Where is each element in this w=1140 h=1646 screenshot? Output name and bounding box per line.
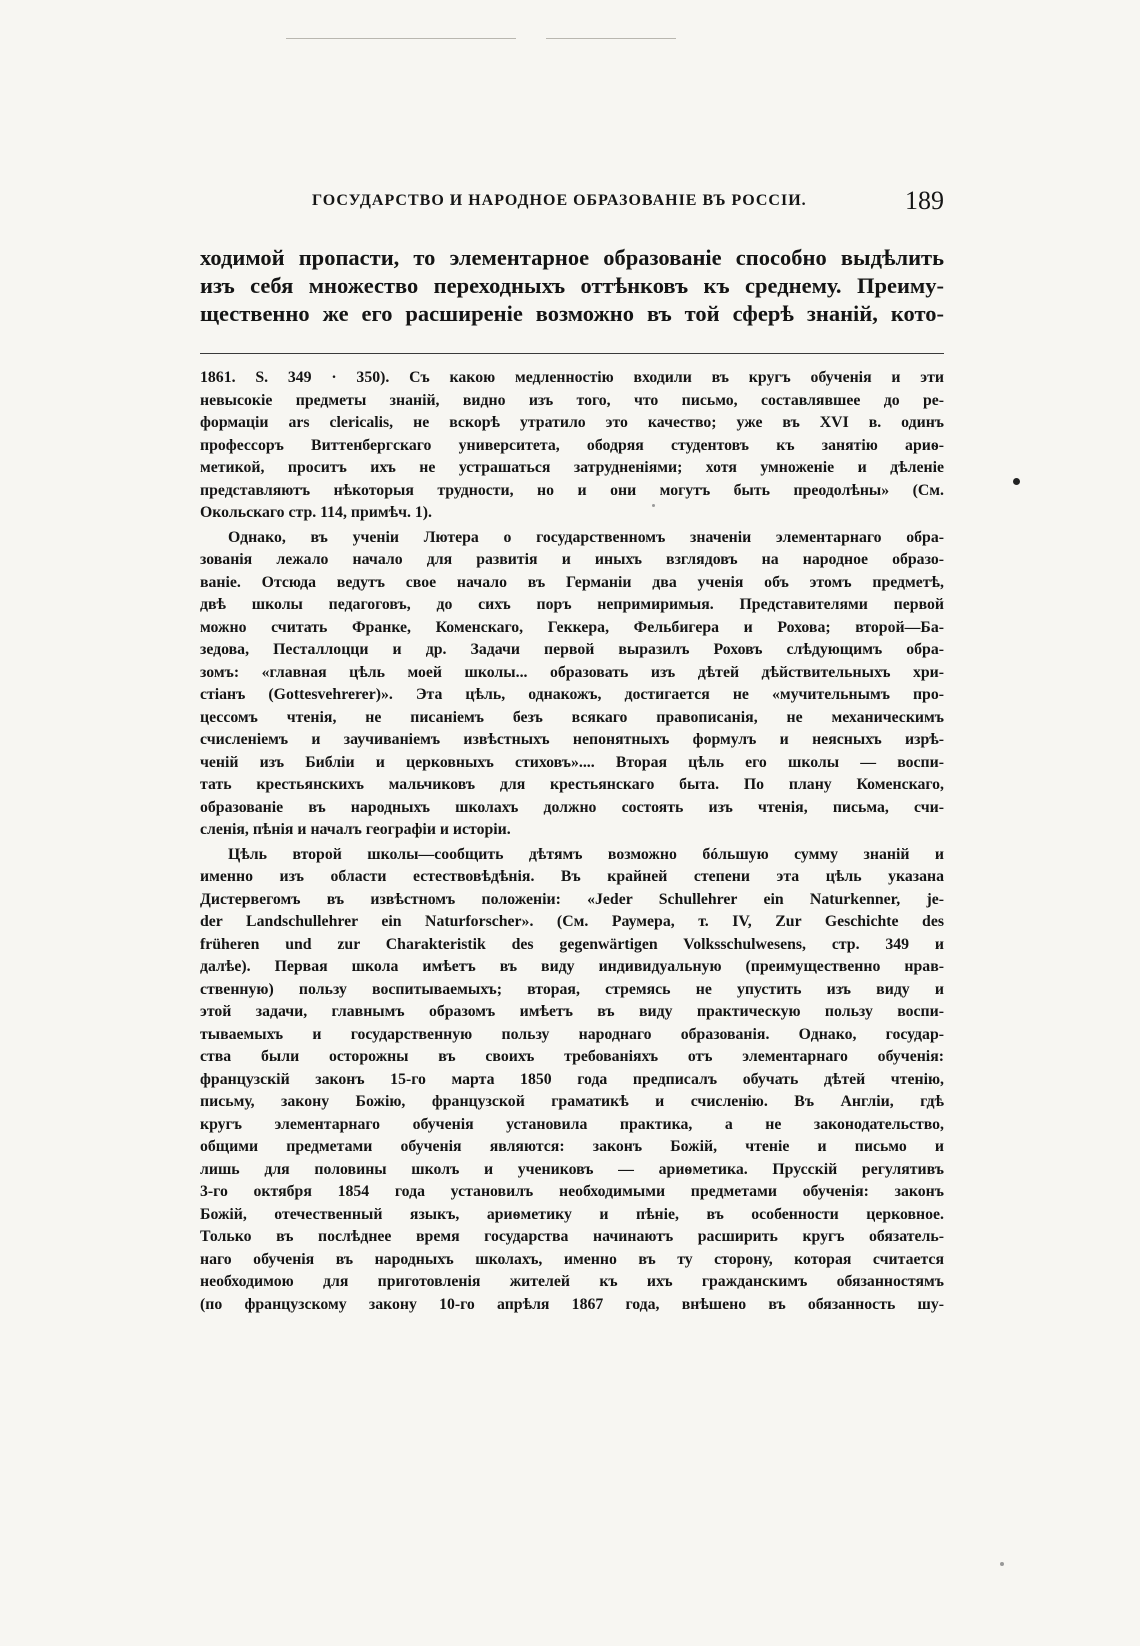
footnote-line: зомъ: «главная цѣль моей школы... образовать изъ дѣтей дѣйствительныхъ хри- [200,663,944,681]
footnote-line: Цѣль второй школы—сообщить дѣтямъ возможно бóльшую сумму знаній и [228,845,944,863]
footnote-line: метикой, проситъ ихъ не устрашаться затрудненіями; хотя умноженіе и дѣленіе [200,459,944,476]
footnote-line: цессомъ чтенія, не писаніемъ безъ всякаго правописанія, не механическимъ [200,708,944,726]
footnote-line: тать крестьянскихъ мальчиковъ для крестьянскаго быта. По плану Коменскаго, [200,776,944,793]
footnote-line: профессоръ Виттенбергскаго университета, ободряя студентовъ къ занятію ариѳ- [200,436,944,454]
scan-artifact-line [286,38,516,39]
footnote-divider [200,353,944,354]
footnote-line: стіанъ (Gottesvehrerer)». Эта цѣль, однакожъ, достигается не «мучительнымъ про- [200,686,944,703]
page-header [200,186,944,216]
footnote-line: ваніе. Отсюда ведутъ свое начало въ Германіи два ученія объ этомъ предметѣ, [200,573,944,591]
scan-artifact-line [546,38,676,39]
main-text-block [200,244,944,328]
footnote-line: лишь для половины школъ и учениковъ — ариѳметика. Прусскій регулятивъ [200,1160,944,1178]
footnote-line: Дистервегомъ въ извѣстномъ положеніи: «Jeder Schullehrer ein Naturkenner, je- [200,890,944,908]
footnote-line: двѣ школы педагоговъ, до сихъ поръ непримиримыя. Представителями первой [200,596,944,613]
footnote-line: кругъ элементарнаго обученія установила практика, а не законодательство, [200,1115,944,1133]
margin-dot-mark [1013,478,1020,485]
footnote-line: 3-го октября 1854 года установилъ необходимыми предметами обученія: законъ [200,1183,944,1200]
footnote-line: Божій, отечественный языкъ, ариѳметику и пѣніе, въ особенности церковное. [200,1205,944,1223]
footnote-continuation [200,367,944,525]
footnote-line: французскій законъ 15-го марта 1850 года предписалъ обучать дѣтей чтенію, [200,1070,944,1088]
footnote-line: der Landschullehrer ein Naturforscher». (См. Раумера, т. IV, Zur Geschichte des [200,913,944,930]
footnote-line: счисленіемъ и заучиваніемъ извѣстныхъ непонятныхъ формулъ и неясныхъ изрѣ- [200,731,944,748]
footnote-line: именно изъ области естествовѣдѣнія. Въ крайней степени эта цѣль указана [200,868,944,885]
footnote-line: невысокіе предметы знаній, видно изъ того, что письмо, составлявшее до ре- [200,391,944,409]
footnote-line: общими предметами обученія являются: законъ Божій, чтеніе и письмо и [200,1138,944,1155]
footnote-line: (по французскому закону 10-го апрѣля 1867 года, внѣшено въ обязанность шу- [200,1295,944,1313]
footnote-line: необходимою для приготовленія жителей къ ихъ гражданскимъ обязанностямъ [200,1273,944,1290]
footnote-line: ственную) пользу воспитываемыхъ; вторая, стремясь не упустить изъ виду и [200,980,944,998]
running-head: ГОСУДАРСТВО И НАРОДНОЕ ОБРАЗОВАНІЕ ВЪ РОССІИ. [312,192,807,209]
footnote-line: этой задачи, главнымъ образомъ имѣетъ въ виду практическую пользу воспи- [200,1003,944,1020]
main-text-line: щественно же его расширеніе возможно въ той сферѣ знаній, кото- [200,301,944,326]
footnote-line: früheren und zur Charakteristik des gegenwärtigen Volksschulwesens, стр. 349 и [200,935,944,953]
footnote-line: наго обученія въ народныхъ школахъ, именно въ ту сторону, которая считается [200,1250,944,1268]
footnote-line: ченій изъ Библіи и церковныхъ стиховъ».... Вторая цѣль его школы — воспи- [200,753,944,771]
footnote-line: формаціи ars clericalis, не вскорѣ утратило это качество; уже въ XVI в. одинъ [200,414,944,431]
main-text-line: изъ себя множество переходныхъ оттѣнковъ къ среднему. Преиму- [200,273,944,298]
footnote-line: ства были осторожны въ своихъ требованіяхъ отъ элементарнаго обученія: [200,1048,944,1065]
footnote-line: образованіе въ народныхъ школахъ должно состоять изъ чтенія, письма, счи- [200,798,944,816]
footnote-paragraph-2 [200,844,944,1317]
footnote-paragraph-1 [200,527,944,842]
footnote-line: далѣе). Первая школа имѣетъ въ виду индивидуальную (преимущественно нрав- [200,958,944,975]
footnote-line: письму, закону Божію, французской граматикѣ и счисленію. Въ Англіи, гдѣ [200,1093,944,1110]
footnote-line: сленія, пѣнія и началъ географіи и исторіи. [200,821,511,838]
page-number: 189 [905,186,944,215]
footnote-block [200,367,944,1316]
footnote-line: 1861. S. 349 · 350). Съ какою медленностію входили въ кругъ обученія и эти [200,369,944,386]
footnote-line: представляютъ нѣкоторыя трудности, но и они могутъ быть преодолѣны» (См. [200,481,944,499]
footnote-line: Только въ послѣднее время государства начинаютъ расширить кругъ обязатель- [200,1228,944,1245]
footnote-line: тываемыхъ и государственную пользу народнаго образованія. Однако, государ- [200,1025,944,1043]
footnote-line: зованія лежало начало для развитія и иныхъ взглядовъ на народное образо- [200,551,944,568]
footnote-line: зедова, Песталлоцци и др. Задачи первой выразилъ Роховъ слѣдующимъ обра- [200,641,944,658]
footnote-line: можно считать Франке, Коменскаго, Геккера, Фельбигера и Рохова; второй—Ба- [200,618,944,636]
main-text-line: ходимой пропасти, то элементарное образованіе способно выдѣлить [200,245,944,270]
footnote-line: Однако, въ ученіи Лютера о государственномъ значеніи элементарнаго обра- [228,528,944,546]
scan-speck [1000,1562,1004,1566]
footnote-line: Окольскаго стр. 114, примѣч. 1). [200,504,433,521]
